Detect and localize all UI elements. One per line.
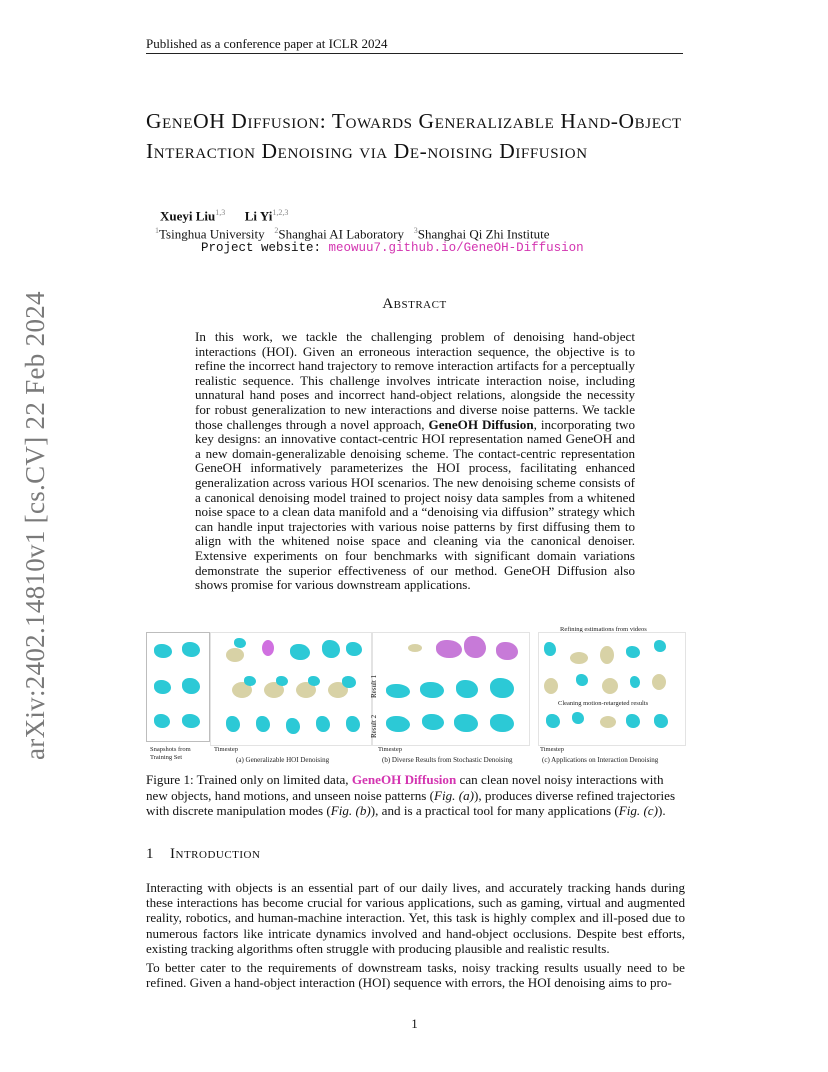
hand-render (654, 714, 668, 728)
snapshots-label: Snapshots from (150, 746, 191, 753)
panel-a-caption: (a) Generalizable HOI Denoising (236, 756, 330, 764)
timestep-label: Timestep (378, 746, 402, 753)
object-render (544, 678, 558, 694)
hand-render (454, 714, 478, 732)
hand-render (244, 676, 256, 686)
affil-sup: 2 (274, 226, 279, 235)
object-render (408, 644, 422, 652)
timestep-label: Timestep (214, 746, 238, 753)
cleaning-label: Cleaning motion-retargeted results (558, 700, 649, 707)
hand-render (182, 714, 200, 728)
hand-render (182, 642, 200, 657)
hand-render (464, 636, 486, 658)
method-name: GeneOH Diffusion (428, 416, 534, 432)
hand-render (276, 676, 288, 686)
hand-render (286, 718, 300, 734)
panel-b-caption: (b) Diverse Results from Stochastic Denoising (382, 756, 513, 764)
panel-c-caption: (c) Applications on Interaction Denoising (542, 756, 659, 764)
teaser-figure (146, 626, 685, 766)
hand-render (436, 640, 462, 658)
website-label: Project website: (201, 241, 322, 255)
section-title: Introduction (170, 846, 261, 862)
hand-render (420, 682, 444, 698)
caption-ref: Fig. (b) (330, 803, 371, 818)
object-render (652, 674, 666, 690)
object-render (570, 652, 588, 664)
running-header: Published as a conference paper at ICLR 2024 (146, 36, 388, 51)
author-sup: 1,3 (215, 208, 226, 217)
result-2-label: Result 2 (370, 714, 378, 738)
hand-render (490, 678, 514, 698)
header-rule (146, 53, 683, 54)
hand-render (290, 644, 310, 660)
hand-render (576, 674, 588, 686)
hand-render (572, 712, 584, 724)
hand-render (626, 714, 640, 728)
author-name: Li Yi (244, 208, 273, 224)
hand-render (346, 642, 362, 656)
caption-ref: Fig. (a) (434, 787, 474, 803)
affil-name: Shanghai Qi Zhi Institute (417, 226, 550, 242)
abstract-heading: Abstract (382, 296, 447, 312)
abstract-body (195, 330, 635, 593)
hand-render (654, 640, 666, 652)
hand-render (308, 676, 320, 686)
hand-render (316, 716, 330, 732)
object-render (226, 648, 244, 662)
caption-text: ), and is a practical tool for many applications ( (370, 803, 619, 818)
hand-render (154, 644, 172, 658)
hand-render (496, 642, 518, 660)
section-number: 1 (146, 846, 154, 862)
caption-text: ). (657, 803, 666, 818)
hand-render (544, 642, 556, 656)
author-list (160, 208, 288, 224)
abstract-text: , incorporating two key designs: an innovative contact-centric HOI representation named GeneOH and a new domain-generalizable denoising scheme. The contact-centric representation GeneOH informatively parameterizes the HOI process, facilitating enhanced generalization across various HOI scenarios. The new denoising scheme consists of a canonical denoising model trained to project noisy data samples from a whitened noise space to a clean data manifold and a “denoising via diffusion” strategy which can handle input trajectories with various noise patterns by first diffusing them to align with the whitened noise space and cleaning via the canonical denoiser. Extensive experiments on four benchmarks with significant domain variations demonstrate the superior effectiveness of our method. GeneOH Diffusion also shows promise for various downstream applications. (195, 416, 635, 593)
hand-render (346, 716, 360, 732)
hand-render (490, 714, 514, 732)
caption-text: ), produces diverse refined trajectories with discrete manipulation modes ( (146, 787, 676, 818)
hand-render (234, 638, 246, 648)
hand-render (154, 714, 170, 728)
author-sup: 1,2,3 (272, 208, 289, 217)
caption-text: can clean novel noisy interactions with new objects, hand motions, and unseen noise patterns ( (146, 772, 664, 803)
timestep-label: Timestep (540, 746, 564, 753)
hand-render (386, 684, 410, 698)
object-render (602, 678, 618, 694)
result-1-label: Result 1 (370, 674, 378, 698)
hand-render (154, 680, 171, 694)
hand-render (322, 640, 340, 658)
arxiv-stamp: arXiv:2402.14810v1 [cs.CV] 22 Feb 2024 (20, 291, 50, 760)
caption-highlight: GeneOH Diffusion (351, 772, 457, 787)
section-heading (146, 846, 260, 863)
intro-paragraph: Interacting with objects is an essential part of our daily lives, and accurately tracking hands during these interactions has become crucial for various applications, such as gaming, virtual and augmented reality, robotics, and human-machine interaction. Yet, this task is highly complex and ill-posed due to numerous factors like intricate dynamics involved and hand-object occlusions. Despite best efforts, existing tracking algorithms often struggle with producing plausible and realistic results. (146, 880, 685, 956)
hand-render (422, 714, 444, 730)
page-number: 1 (411, 1016, 418, 1031)
author-name: Xueyi Liu (160, 208, 216, 224)
hand-render (182, 678, 200, 694)
abstract-text: In this work, we tackle the challenging problem of denoising hand-object interactions (HOI). Given an erroneous interaction sequence, the objective is to refine the incorrect hand trajectory to remove interaction artifacts for a perceptually realistic sequence. This challenge involves intricate interaction noise, including unnatural hand poses and incorrect hand-object relations, alongside the necessity for robust generalization to new interactions and diverse noise patterns. We tackle those challenges through a novel approach, (195, 329, 635, 432)
affil-name: Tsinghua University (159, 226, 265, 242)
paper-title: GeneOH Diffusion: Towards Generalizable Hand-Object Interaction Denoising via De-noising Diffusion (146, 109, 682, 163)
affil-sup: 3 (413, 226, 418, 235)
caption-text: Figure 1: Trained only on limited data, (146, 772, 352, 787)
object-render (600, 716, 616, 728)
object-render (262, 640, 274, 656)
intro-paragraph: To better cater to the requirements of downstream tasks, noisy tracking results usually need to be refined. Given a hand-object interaction (HOI) sequence with errors, the HOI denoising aims to pro- (146, 960, 685, 991)
affil-name: Shanghai AI Laboratory (278, 226, 404, 242)
website-link[interactable]: meowuu7.github.io/GeneOH-Diffusion (328, 241, 584, 255)
figure-caption (146, 772, 685, 819)
hand-render (386, 716, 410, 732)
project-website (201, 241, 584, 255)
hand-render (630, 676, 640, 688)
hand-render (226, 716, 240, 732)
refining-label: Refining estimations from videos (560, 626, 647, 633)
hand-render (456, 680, 478, 698)
snapshots-label: Training Set (150, 754, 183, 761)
object-render (600, 646, 614, 664)
caption-ref: Fig. (c) (618, 803, 658, 818)
affiliations (155, 226, 550, 242)
affil-sup: 1 (155, 226, 159, 235)
hand-render (626, 646, 640, 658)
hand-render (342, 676, 356, 688)
hand-render (256, 716, 270, 732)
hand-render (546, 714, 560, 728)
